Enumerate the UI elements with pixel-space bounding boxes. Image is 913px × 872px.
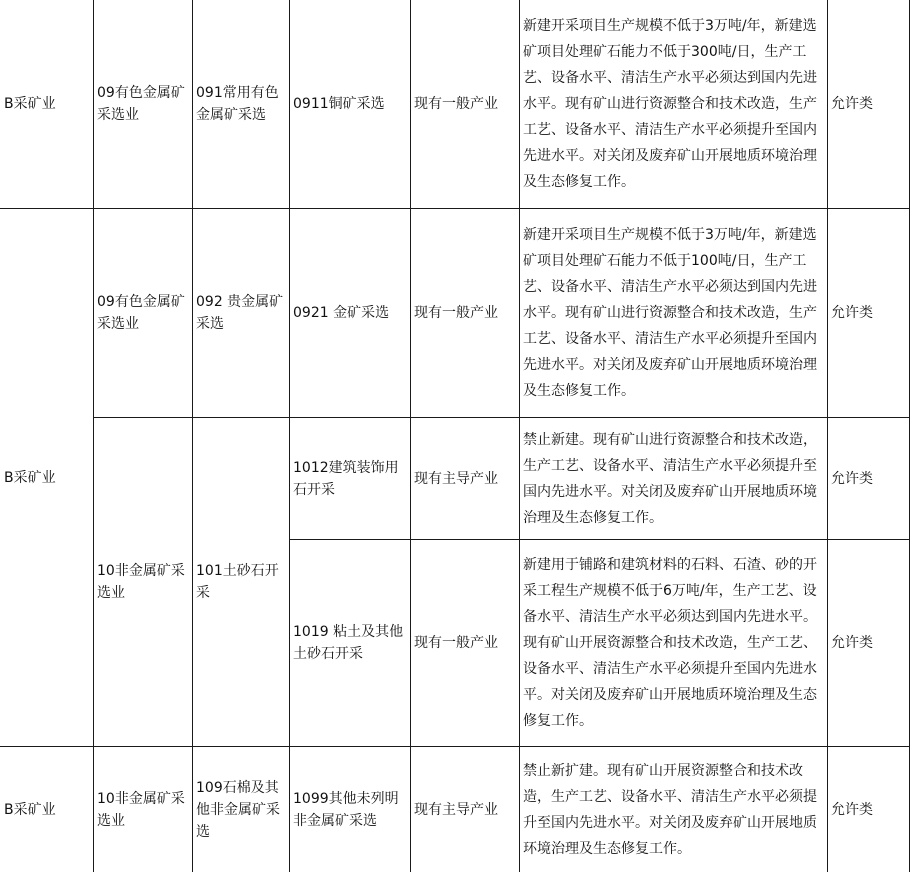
major-category-cell [94, 747, 192, 872]
minor-category-cell [290, 418, 410, 539]
category-text: B采矿业 [4, 469, 56, 486]
col-divider [909, 0, 910, 872]
requirement-text: 禁止新扩建。现有矿山开展资源整合和技术改造，生产工艺、设备水平、清洁生产水平必须提升至国内先进水平。对关闭及废弃矿山开展地质环境治理及生态修复工作。 [523, 762, 817, 857]
category-cell [1, 0, 93, 208]
minor-category-text: 0921 金矿采选 [293, 305, 390, 321]
major-category-text: 09有色金属矿采选业 [97, 85, 185, 123]
major-category-cell [94, 418, 192, 746]
permit-cell [828, 747, 909, 872]
medium-category-cell [193, 747, 289, 872]
major-category-cell [94, 0, 192, 208]
category-cell [1, 209, 93, 746]
permit-cell [828, 209, 909, 417]
category-cell [1, 747, 93, 872]
permit-text: 允许类 [831, 801, 873, 818]
minor-category-cell [290, 540, 410, 746]
medium-category-cell [193, 209, 289, 417]
major-category-text: 09有色金属矿采选业 [97, 294, 185, 332]
medium-category-cell [193, 0, 289, 208]
requirement-text: 禁止新建。现有矿山进行资源整合和技术改造，生产工艺、设备水平、清洁生产水平必须提升至国内先进水平。对关闭及废弃矿山开展地质环境治理及生态修复工作。 [523, 431, 817, 526]
requirement-cell [520, 0, 827, 208]
industry-type-cell [411, 0, 519, 208]
minor-category-text: 1099其他未列明非金属矿采选 [293, 790, 399, 829]
medium-category-text: 101土砂石开采 [196, 563, 279, 601]
medium-category-text: 092 贵金属矿采选 [196, 294, 284, 332]
requirement-cell [520, 418, 827, 539]
requirement-text: 新建用于铺路和建筑材料的石料、石渣、砂的开采工程生产规模不低于6万吨/年，生产工艺、设备水平、清洁生产水平必须达到国内先进水平。现有矿山开展资源整合和技术改造，生产工艺、设备水平、清洁生产水平必须提升至国内先进水平。对关闭及废弃矿山开展地质环境治理及生态修复工作。 [523, 557, 817, 729]
requirement-text: 新建开采项目生产规模不低于3万吨/年，新建选矿项目处理矿石能力不低于100吨/日，生产工艺、设备水平、清洁生产水平必须达到国内先进水平。现有矿山进行资源整合和技术改造，生产工艺、设备水平、清洁生产水平必须提升至国内先进水平。对关闭及废弃矿山开展地质环境治理及生态修复工作。 [523, 227, 817, 399]
permit-text: 允许类 [831, 635, 873, 651]
medium-category-text: 109石棉及其他非金属矿采选 [196, 779, 280, 840]
industry-type-cell [411, 747, 519, 872]
requirement-cell [520, 540, 827, 746]
minor-category-cell [290, 209, 410, 417]
major-category-text: 10非金属矿采选业 [97, 790, 185, 829]
industry-type-cell [411, 418, 519, 539]
permit-text: 允许类 [831, 305, 873, 321]
minor-category-cell [290, 747, 410, 872]
minor-category-cell [290, 0, 410, 208]
major-category-cell [94, 209, 192, 417]
permit-text: 允许类 [831, 470, 873, 487]
medium-category-cell [193, 418, 289, 746]
industry-type-text: 现有主导产业 [414, 470, 498, 487]
major-category-text: 10非金属矿采选业 [97, 563, 185, 601]
industry-type-cell [411, 209, 519, 417]
category-text: B采矿业 [4, 801, 56, 818]
requirement-cell [520, 747, 827, 872]
minor-category-text: 1012建筑装饰用石开采 [293, 459, 399, 498]
industry-type-cell [411, 540, 519, 746]
requirement-text: 新建开采项目生产规模不低于3万吨/年，新建选矿项目处理矿石能力不低于300吨/日，生产工艺、设备水平、清洁生产水平必须达到国内先进水平。现有矿山进行资源整合和技术改造，生产工艺、设备水平、清洁生产水平必须提升至国内先进水平。对关闭及废弃矿山开展地质环境治理及生态修复工作。 [523, 18, 817, 190]
category-text: B采矿业 [4, 96, 56, 112]
requirement-cell [520, 209, 827, 417]
permit-cell [828, 418, 909, 539]
permit-cell [828, 0, 909, 208]
minor-category-text: 0911铜矿采选 [293, 96, 385, 112]
industry-type-text: 现有一般产业 [414, 635, 498, 651]
industry-type-text: 现有一般产业 [414, 96, 498, 112]
permit-text: 允许类 [831, 96, 873, 112]
industry-type-text: 现有主导产业 [414, 801, 498, 818]
medium-category-text: 091常用有色金属矿采选 [196, 85, 279, 123]
industry-type-text: 现有一般产业 [414, 305, 498, 321]
minor-category-text: 1019 粘土及其他土砂石开采 [293, 624, 404, 662]
permit-cell [828, 540, 909, 746]
